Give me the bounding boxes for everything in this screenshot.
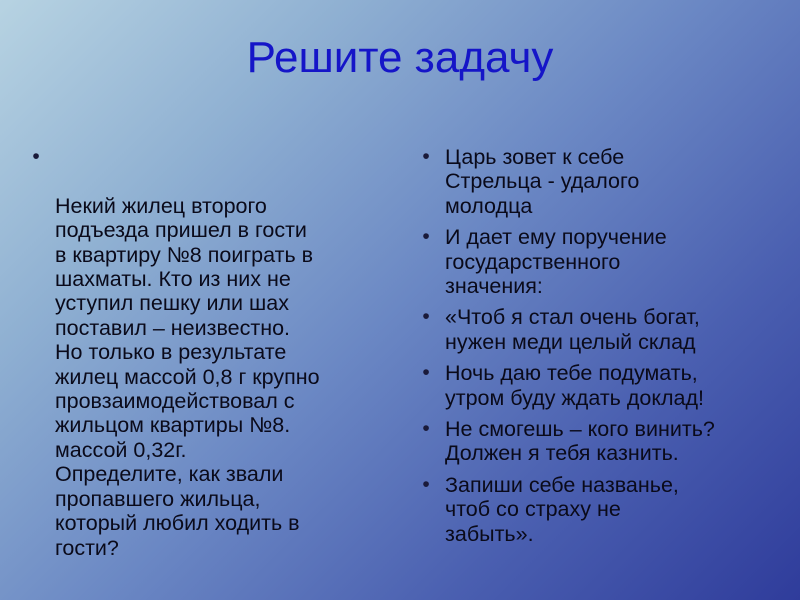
bullet-icon: • [422, 225, 430, 249]
verse-line: Ночь даю тебе подумать, утром буду ждать доклад! [445, 361, 705, 410]
problem-text: Некий жилец второго подъезда пришел в гости в квартиру №8 поиграть в шахматы. Кто из них не уступил пешку или шах поставил – неизвестно. Но только в результате жилец массой 0,8 г крупно провзаимодействовал с жильцом квартиры №8. массой 0,32г. Определите, как звали пропавшего жильца, который любил ходить в гости? [55, 193, 320, 560]
left-column [28, 145, 398, 567]
verse-line: Запиши себе названье, чтоб со страху не забыть». [445, 472, 679, 546]
verse-line: Не смогешь – кого винить? Должен я тебя казнить. [445, 417, 715, 466]
list-item [418, 145, 788, 218]
list-item [418, 417, 788, 466]
list-item [28, 145, 398, 560]
bullet-icon: • [422, 361, 430, 385]
slide-title: Решите задачу [246, 33, 554, 82]
list-item [418, 225, 788, 298]
list-item [418, 473, 788, 546]
verse-line: Царь зовет к себе Стрельца - удалого молодца [445, 145, 640, 218]
verse-line: И дает ему поручение государственного значения: [445, 225, 667, 299]
bullet-icon: • [422, 417, 430, 441]
list-item [418, 361, 788, 410]
bullet-icon: • [32, 145, 40, 168]
bullet-icon: • [422, 305, 430, 329]
list-item [418, 305, 788, 354]
bullet-icon: • [422, 472, 430, 496]
right-column [418, 145, 788, 553]
bullet-icon: • [422, 145, 430, 168]
verse-line: «Чтоб я стал очень богат, нужен меди целый склад [445, 305, 700, 354]
